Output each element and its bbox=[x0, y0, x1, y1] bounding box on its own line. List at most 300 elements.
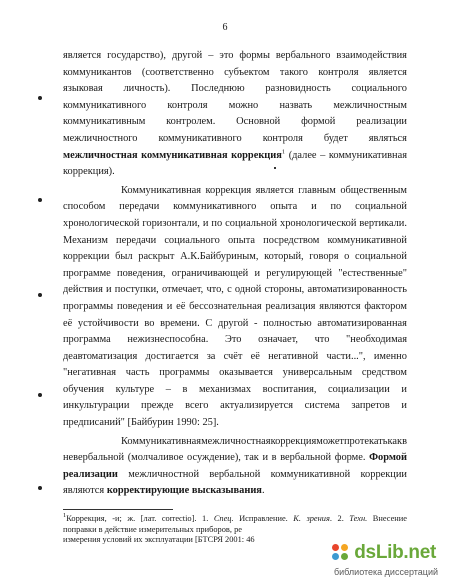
margin-bullet bbox=[38, 293, 42, 297]
word: предписаний" bbox=[63, 417, 125, 429]
word-group bbox=[63, 349, 137, 366]
word-group bbox=[219, 365, 273, 382]
word-group bbox=[355, 199, 407, 216]
word-group bbox=[166, 114, 215, 131]
word: является bbox=[368, 66, 407, 78]
text-line bbox=[63, 467, 407, 484]
word: Механизм bbox=[63, 234, 108, 246]
word: измерительных bbox=[138, 524, 194, 534]
word: поведения bbox=[116, 300, 163, 312]
word-group bbox=[202, 514, 208, 525]
word-group bbox=[162, 514, 197, 525]
word-group bbox=[145, 535, 193, 546]
word: так bbox=[244, 452, 259, 464]
text-line bbox=[63, 183, 407, 200]
emphasis-word: реализации bbox=[63, 468, 118, 480]
word: и bbox=[254, 267, 261, 279]
word: Спец. bbox=[213, 514, 234, 523]
text-line bbox=[63, 450, 407, 467]
word-group bbox=[333, 98, 407, 115]
word: раскрыт bbox=[138, 251, 175, 263]
word-group bbox=[309, 249, 338, 266]
word-group bbox=[369, 131, 407, 148]
emphasis-word: межличностная bbox=[63, 149, 138, 161]
word-group bbox=[373, 514, 407, 525]
word: средством bbox=[361, 367, 407, 379]
word-group bbox=[263, 131, 303, 148]
word: автоматизированная bbox=[317, 317, 407, 329]
margin-bullet bbox=[38, 486, 42, 490]
word-group bbox=[185, 398, 208, 415]
word: межличностной bbox=[128, 468, 200, 480]
word-group bbox=[160, 316, 200, 333]
word: вербальной bbox=[280, 452, 332, 464]
word: коррекции bbox=[63, 251, 110, 263]
word-group bbox=[364, 299, 407, 316]
text-line bbox=[63, 316, 407, 333]
word: коммуникативной bbox=[327, 234, 407, 246]
text-line bbox=[63, 98, 407, 115]
word-group bbox=[265, 282, 305, 299]
word-group bbox=[196, 525, 232, 536]
word: – bbox=[208, 50, 214, 61]
word: социализации bbox=[328, 383, 390, 395]
word-group bbox=[103, 535, 132, 546]
word-group bbox=[344, 249, 349, 266]
word: 46 bbox=[246, 535, 255, 545]
word-group bbox=[128, 450, 184, 467]
word-group bbox=[127, 332, 208, 349]
word: Последнюю bbox=[191, 83, 245, 95]
text-line bbox=[63, 233, 407, 250]
word-group bbox=[263, 233, 319, 250]
word-group bbox=[270, 199, 297, 216]
emphasis-word: Формой bbox=[369, 452, 407, 464]
word-group bbox=[283, 365, 352, 382]
word: что bbox=[314, 334, 330, 346]
word: именно bbox=[373, 350, 407, 362]
word: . bbox=[329, 514, 332, 523]
word-group bbox=[225, 332, 241, 349]
word: протекать bbox=[344, 435, 388, 447]
word: поправки bbox=[63, 524, 97, 534]
word: такого bbox=[279, 66, 309, 78]
word: в bbox=[271, 452, 277, 464]
word: можно bbox=[228, 99, 259, 111]
margin-bullet bbox=[38, 393, 42, 397]
word: -и; bbox=[112, 514, 122, 523]
word-group bbox=[225, 535, 244, 546]
word: "необходимая bbox=[346, 334, 407, 346]
text-line bbox=[63, 382, 407, 399]
word-group bbox=[63, 467, 118, 484]
word: поступки, bbox=[114, 284, 159, 296]
word: 1990: bbox=[176, 417, 200, 429]
word: коммуникативным bbox=[63, 116, 146, 128]
word: программы bbox=[159, 367, 210, 379]
word: актуализируется bbox=[220, 400, 294, 412]
footnote-marker: 1 bbox=[281, 148, 286, 156]
word-group bbox=[207, 349, 216, 366]
word-group bbox=[63, 199, 105, 216]
word-group bbox=[272, 450, 277, 467]
word: Исправление. bbox=[239, 514, 288, 523]
word-group bbox=[117, 266, 165, 283]
word: был bbox=[115, 251, 133, 263]
text-line bbox=[63, 398, 407, 415]
text-line bbox=[63, 483, 407, 500]
word-group bbox=[202, 415, 218, 432]
word: коррекции bbox=[360, 468, 407, 480]
word-group bbox=[141, 514, 157, 525]
word: стороны, bbox=[264, 284, 305, 296]
text-line bbox=[63, 282, 407, 299]
word: универсальным bbox=[282, 367, 353, 379]
word-group bbox=[63, 48, 101, 65]
word-group bbox=[346, 332, 407, 349]
word: межличностная bbox=[201, 435, 271, 447]
word-group bbox=[63, 332, 111, 349]
word-group bbox=[280, 216, 356, 233]
word: являются bbox=[63, 485, 105, 497]
emphasis-word: корректирующие bbox=[106, 485, 190, 497]
word-group bbox=[128, 467, 199, 484]
word: ограничивающей bbox=[171, 267, 249, 279]
word: социальной bbox=[225, 217, 278, 229]
word-group bbox=[227, 282, 232, 299]
text-line bbox=[63, 514, 407, 525]
text-line bbox=[63, 148, 407, 165]
word: социального bbox=[351, 83, 407, 95]
word: реализации bbox=[356, 116, 407, 128]
word: приборов, bbox=[195, 524, 232, 534]
word: контроля bbox=[318, 66, 359, 78]
word-group bbox=[307, 282, 407, 299]
word-group bbox=[142, 216, 199, 233]
paragraph bbox=[63, 48, 407, 181]
word: её bbox=[176, 300, 186, 312]
text-line bbox=[63, 131, 407, 148]
word-group bbox=[262, 450, 268, 467]
word: являются bbox=[319, 300, 361, 312]
word-group bbox=[211, 216, 222, 233]
word: запретов bbox=[351, 400, 390, 412]
word-group bbox=[351, 398, 389, 415]
word-group bbox=[158, 131, 241, 148]
word: прежде bbox=[141, 400, 174, 412]
watermark-brand: dsLib.net bbox=[354, 542, 436, 563]
word: нежизнеспособна. bbox=[127, 334, 209, 346]
word: говоря bbox=[309, 251, 339, 263]
word: коммуникативного bbox=[63, 99, 147, 111]
word-group bbox=[176, 299, 185, 316]
watermark-tagline: библиотека диссертаций bbox=[333, 567, 438, 577]
word-group bbox=[63, 148, 138, 165]
word-group bbox=[246, 535, 254, 546]
word-group bbox=[265, 81, 330, 98]
word-group bbox=[112, 514, 122, 525]
word-group bbox=[316, 434, 344, 451]
word: коррекция bbox=[205, 184, 252, 196]
word: А.К.Байбуриным, bbox=[180, 251, 259, 263]
word: обучения bbox=[63, 383, 105, 395]
word: "негативная bbox=[63, 367, 116, 379]
word: во bbox=[144, 317, 155, 329]
word: программа bbox=[63, 334, 111, 346]
word: является bbox=[63, 50, 102, 61]
word: посредством bbox=[263, 234, 320, 246]
word: 25]. bbox=[202, 417, 219, 429]
word: Внесение bbox=[372, 514, 407, 523]
word-group bbox=[225, 216, 277, 233]
text-line bbox=[63, 434, 407, 451]
word-group bbox=[317, 316, 407, 333]
word-group bbox=[63, 98, 146, 115]
word-group bbox=[208, 48, 213, 65]
word-group bbox=[206, 183, 252, 200]
word-group bbox=[320, 148, 325, 165]
word: опыта bbox=[270, 201, 298, 213]
word-group bbox=[141, 398, 173, 415]
word-group bbox=[279, 98, 312, 115]
word-group bbox=[134, 535, 143, 546]
word: межличностным bbox=[333, 99, 407, 111]
word-group bbox=[289, 148, 317, 165]
word-group bbox=[63, 365, 116, 382]
word: Коммуникативная bbox=[121, 184, 202, 196]
text-line bbox=[63, 365, 407, 382]
word: инкультурации bbox=[63, 400, 130, 412]
word: – bbox=[320, 149, 326, 161]
word-group bbox=[127, 514, 135, 525]
word: эксплуатации bbox=[144, 535, 193, 545]
word: и bbox=[401, 383, 407, 395]
word-group bbox=[231, 148, 285, 165]
word-group bbox=[331, 199, 342, 216]
word-group bbox=[293, 514, 301, 525]
word: будет bbox=[323, 132, 348, 144]
word: означает, bbox=[258, 334, 298, 346]
text-line bbox=[63, 249, 407, 266]
word-group bbox=[121, 434, 201, 451]
word-group bbox=[263, 382, 317, 399]
word-group bbox=[266, 266, 332, 283]
word: "естественные" bbox=[338, 267, 407, 279]
word-group bbox=[63, 415, 125, 432]
word-group bbox=[258, 332, 298, 349]
word: что, bbox=[206, 284, 224, 296]
word-group bbox=[298, 183, 336, 200]
body-text bbox=[63, 48, 407, 500]
word-group bbox=[369, 65, 407, 82]
word-group bbox=[192, 483, 265, 500]
word: субъектом bbox=[224, 66, 270, 78]
word: по bbox=[330, 201, 342, 213]
word: контролем. bbox=[166, 116, 216, 128]
word-group bbox=[105, 525, 137, 536]
word-group bbox=[205, 316, 212, 333]
word: назвать bbox=[279, 99, 313, 111]
word: [БТСРЯ bbox=[195, 535, 223, 545]
word-group bbox=[116, 382, 155, 399]
word: личность). bbox=[123, 83, 171, 95]
word-group bbox=[139, 525, 194, 536]
word-group bbox=[63, 233, 108, 250]
word: разновидность bbox=[265, 83, 331, 95]
word: в bbox=[182, 383, 188, 395]
word: . bbox=[261, 485, 265, 497]
word-group bbox=[326, 349, 365, 366]
word-group bbox=[344, 434, 387, 451]
word-group bbox=[209, 467, 260, 484]
word-group bbox=[63, 266, 111, 283]
word: механизмах bbox=[198, 383, 252, 395]
word: общественным bbox=[340, 184, 407, 196]
word-group bbox=[254, 316, 257, 333]
word: коммуникативного bbox=[173, 201, 257, 213]
word: зрения bbox=[306, 514, 330, 523]
word-group bbox=[199, 382, 251, 399]
text-line bbox=[63, 114, 407, 131]
text-line bbox=[63, 199, 407, 216]
word: – bbox=[165, 383, 171, 395]
word-group bbox=[401, 398, 407, 415]
word: С bbox=[205, 317, 213, 329]
text-line bbox=[63, 415, 407, 432]
word-group bbox=[159, 365, 209, 382]
word-group bbox=[138, 249, 174, 266]
word-group bbox=[374, 349, 407, 366]
word-group bbox=[63, 398, 129, 415]
word: 1. bbox=[202, 514, 209, 523]
word: и bbox=[401, 400, 407, 412]
word: коррекция bbox=[270, 435, 317, 447]
word-group bbox=[63, 299, 113, 316]
word: и bbox=[166, 300, 173, 312]
word-group bbox=[63, 216, 139, 233]
margin-bullet bbox=[38, 96, 42, 100]
word-group bbox=[63, 164, 115, 181]
word: действие bbox=[104, 524, 137, 534]
word-group bbox=[271, 434, 317, 451]
word: формы bbox=[239, 50, 270, 61]
word-group bbox=[142, 65, 214, 82]
word: автоматизированность bbox=[307, 284, 407, 296]
margin-bullet bbox=[38, 198, 42, 202]
word-group bbox=[145, 349, 198, 366]
word-group bbox=[167, 98, 207, 115]
word-group bbox=[162, 282, 203, 299]
word: программе bbox=[63, 267, 111, 279]
word-group bbox=[338, 266, 407, 283]
word: который, bbox=[264, 251, 304, 263]
emphasis-word: коррекция bbox=[231, 149, 282, 161]
word: correctio]. bbox=[161, 514, 197, 523]
emphasis-word: коммуникативная bbox=[141, 149, 228, 161]
word-group bbox=[172, 48, 202, 65]
paragraph bbox=[63, 434, 407, 500]
word: это bbox=[219, 50, 234, 61]
word: действия bbox=[63, 284, 103, 296]
word: фактором bbox=[364, 300, 407, 312]
word-group bbox=[256, 183, 294, 200]
word: социальной bbox=[355, 251, 407, 263]
word-group bbox=[280, 65, 308, 82]
watermark[interactable] bbox=[318, 540, 450, 582]
word-group bbox=[234, 525, 242, 536]
word: коммуникативной bbox=[270, 468, 351, 480]
word-group bbox=[264, 249, 304, 266]
word-group bbox=[254, 266, 260, 283]
word-group bbox=[224, 349, 243, 366]
word: другой bbox=[171, 50, 203, 61]
word-group bbox=[338, 514, 344, 525]
word-group bbox=[189, 299, 261, 316]
word-group bbox=[327, 233, 407, 250]
word: поведения, bbox=[117, 267, 166, 279]
word: формой bbox=[301, 116, 336, 128]
text-line bbox=[63, 216, 407, 233]
word: регулирующей bbox=[266, 267, 333, 279]
word-group bbox=[351, 81, 407, 98]
word-group bbox=[388, 434, 403, 451]
word: ж. bbox=[127, 514, 136, 523]
word: невербальной bbox=[63, 452, 125, 464]
word-group bbox=[180, 249, 258, 266]
word: является bbox=[255, 184, 294, 196]
word: и bbox=[106, 284, 112, 296]
word-group bbox=[315, 332, 330, 349]
word: всего bbox=[185, 400, 209, 412]
word: коммуникантов bbox=[63, 66, 132, 78]
word: хронологической bbox=[280, 217, 357, 229]
word: горизонтали, bbox=[142, 217, 200, 229]
word: Это bbox=[224, 334, 242, 346]
word-group bbox=[63, 535, 100, 546]
word-group bbox=[218, 316, 248, 333]
word-group bbox=[402, 434, 407, 451]
word-group bbox=[220, 398, 293, 415]
word: времени. bbox=[160, 317, 200, 329]
word: взаимодействия bbox=[336, 50, 407, 61]
word-group bbox=[63, 450, 124, 467]
word: вербального bbox=[275, 50, 331, 61]
text-line bbox=[63, 48, 407, 65]
word: межличностного bbox=[63, 132, 138, 144]
word-group bbox=[187, 450, 241, 467]
word: осуждение), bbox=[187, 452, 241, 464]
word: реализация bbox=[265, 300, 316, 312]
dslib-logo-icon bbox=[332, 544, 350, 562]
word: программы bbox=[63, 300, 114, 312]
word-group bbox=[164, 233, 220, 250]
word: устойчивости bbox=[77, 317, 139, 329]
word-group bbox=[361, 467, 407, 484]
text-line bbox=[63, 349, 407, 366]
word-group bbox=[176, 415, 200, 432]
word: по bbox=[211, 217, 223, 229]
paragraph bbox=[63, 183, 407, 432]
word-group bbox=[172, 266, 249, 283]
word-group bbox=[280, 450, 331, 467]
word-group bbox=[173, 199, 256, 216]
word: измерения bbox=[63, 535, 101, 545]
word-group bbox=[251, 349, 260, 366]
word-group bbox=[311, 199, 317, 216]
text-line bbox=[63, 525, 407, 536]
word: деавтоматизация bbox=[63, 350, 138, 362]
watermark-logo[interactable] bbox=[318, 540, 450, 566]
